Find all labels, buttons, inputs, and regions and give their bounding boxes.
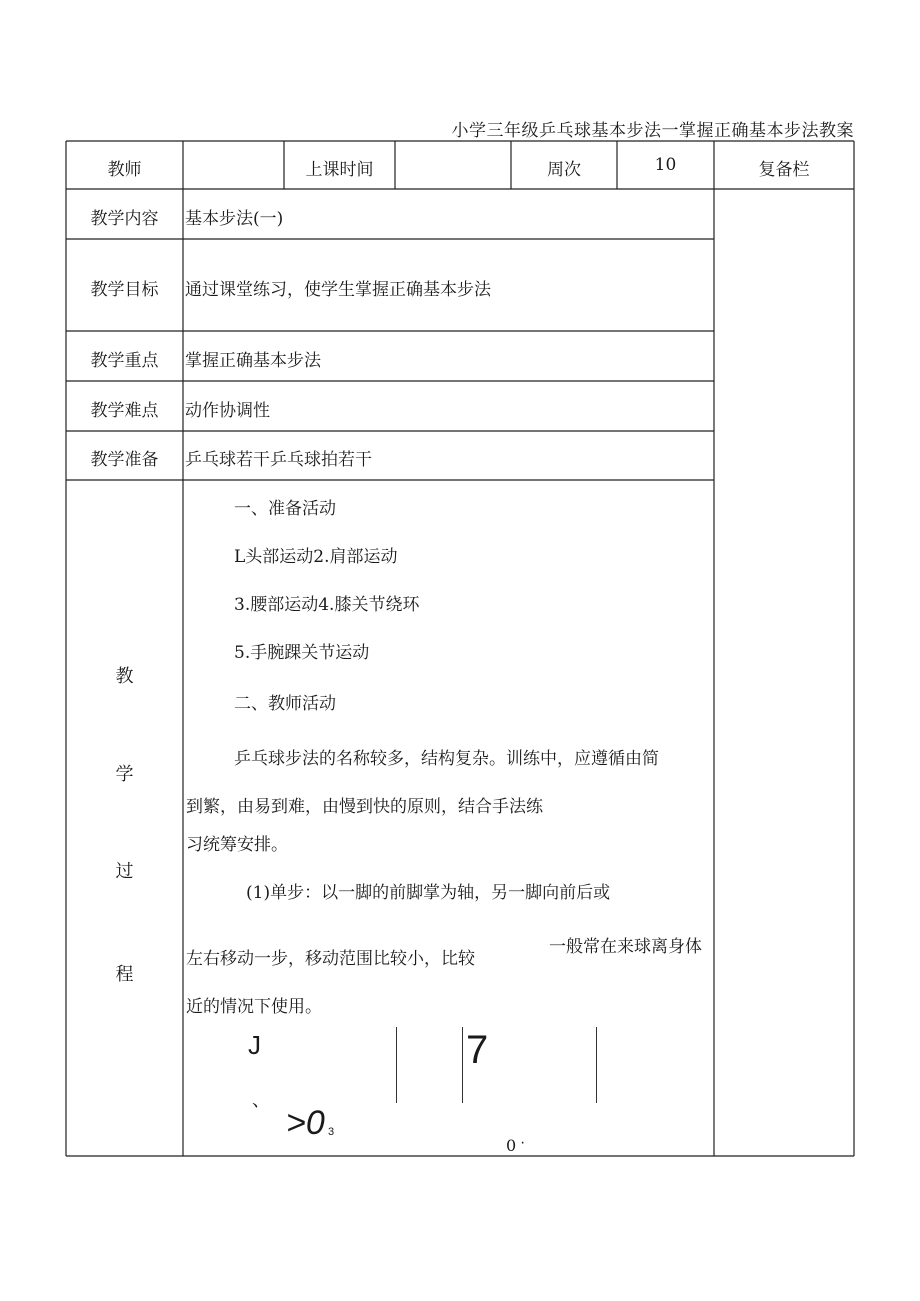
prep-label: 教学准备 [90, 450, 159, 470]
sketch-divider [396, 1027, 397, 1103]
process-line: 5.手腕踝关节运动 [234, 643, 370, 663]
prep-value: 乒乓球若干乒乓球拍若干 [185, 450, 372, 470]
process-label-char-2: 学 [115, 764, 134, 785]
content-label: 教学内容 [90, 209, 159, 229]
content-value: 基本步法(一) [185, 209, 284, 229]
document-title: 小学三年级乒乓球基本步法一掌握正确基本步法教案 [451, 121, 854, 141]
process-line: (1)单步：以一脚的前脚掌为轴，另一脚向前后或 [246, 883, 611, 903]
sketch-mark-j: J [248, 1030, 261, 1060]
difficulty-value: 动作协调性 [185, 401, 270, 421]
process-label-char-1: 教 [115, 666, 134, 687]
process-line: 近的情况下使用。 [186, 997, 322, 1017]
week-value: 10 [654, 155, 677, 175]
review-label: 复备栏 [758, 160, 810, 180]
process-line: 乒乓球步法的名称较多，结构复杂。训练中，应遵循由简 [234, 749, 659, 769]
sketch-mark-arrow-zero: >0 [286, 1104, 325, 1142]
process-line: 到繁，由易到难，由慢到快的原则，结合手法练 [186, 797, 543, 817]
process-line: 一般常在来球离身体 [549, 937, 702, 957]
goal-value: 通过课堂练习，使学生掌握正确基本步法 [185, 280, 491, 300]
sketch-mark-zero: 0 [506, 1136, 517, 1155]
goal-label: 教学目标 [90, 280, 159, 300]
sketch-mark-three: 3 [328, 1126, 335, 1138]
process-line: L头部运动2.肩部运动 [234, 547, 398, 567]
sketch-mark-7: 7 [466, 1028, 489, 1072]
process-label-char-4: 程 [115, 964, 134, 985]
process-line: 3.腰部运动4.膝关节绕环 [234, 595, 420, 615]
teacher-label: 教师 [107, 160, 142, 180]
process-label-char-3: 过 [115, 861, 134, 882]
process-line: 一、准备活动 [234, 499, 336, 519]
process-line: 左右移动一步，移动范围比较小，比较 [186, 949, 475, 969]
difficulty-label: 教学难点 [90, 401, 159, 421]
sketch-divider [462, 1027, 463, 1103]
key-label: 教学重点 [90, 351, 159, 371]
process-line: 习统筹安排。 [186, 835, 288, 855]
sketch-mark-dot: · [520, 1134, 526, 1151]
sketch-divider [596, 1027, 597, 1103]
week-label: 周次 [547, 160, 581, 180]
time-label: 上课时间 [305, 160, 374, 180]
sketch-mark-tick: 、 [252, 1090, 270, 1110]
key-value: 掌握正确基本步法 [185, 351, 321, 371]
process-line: 二、教师活动 [234, 694, 336, 714]
